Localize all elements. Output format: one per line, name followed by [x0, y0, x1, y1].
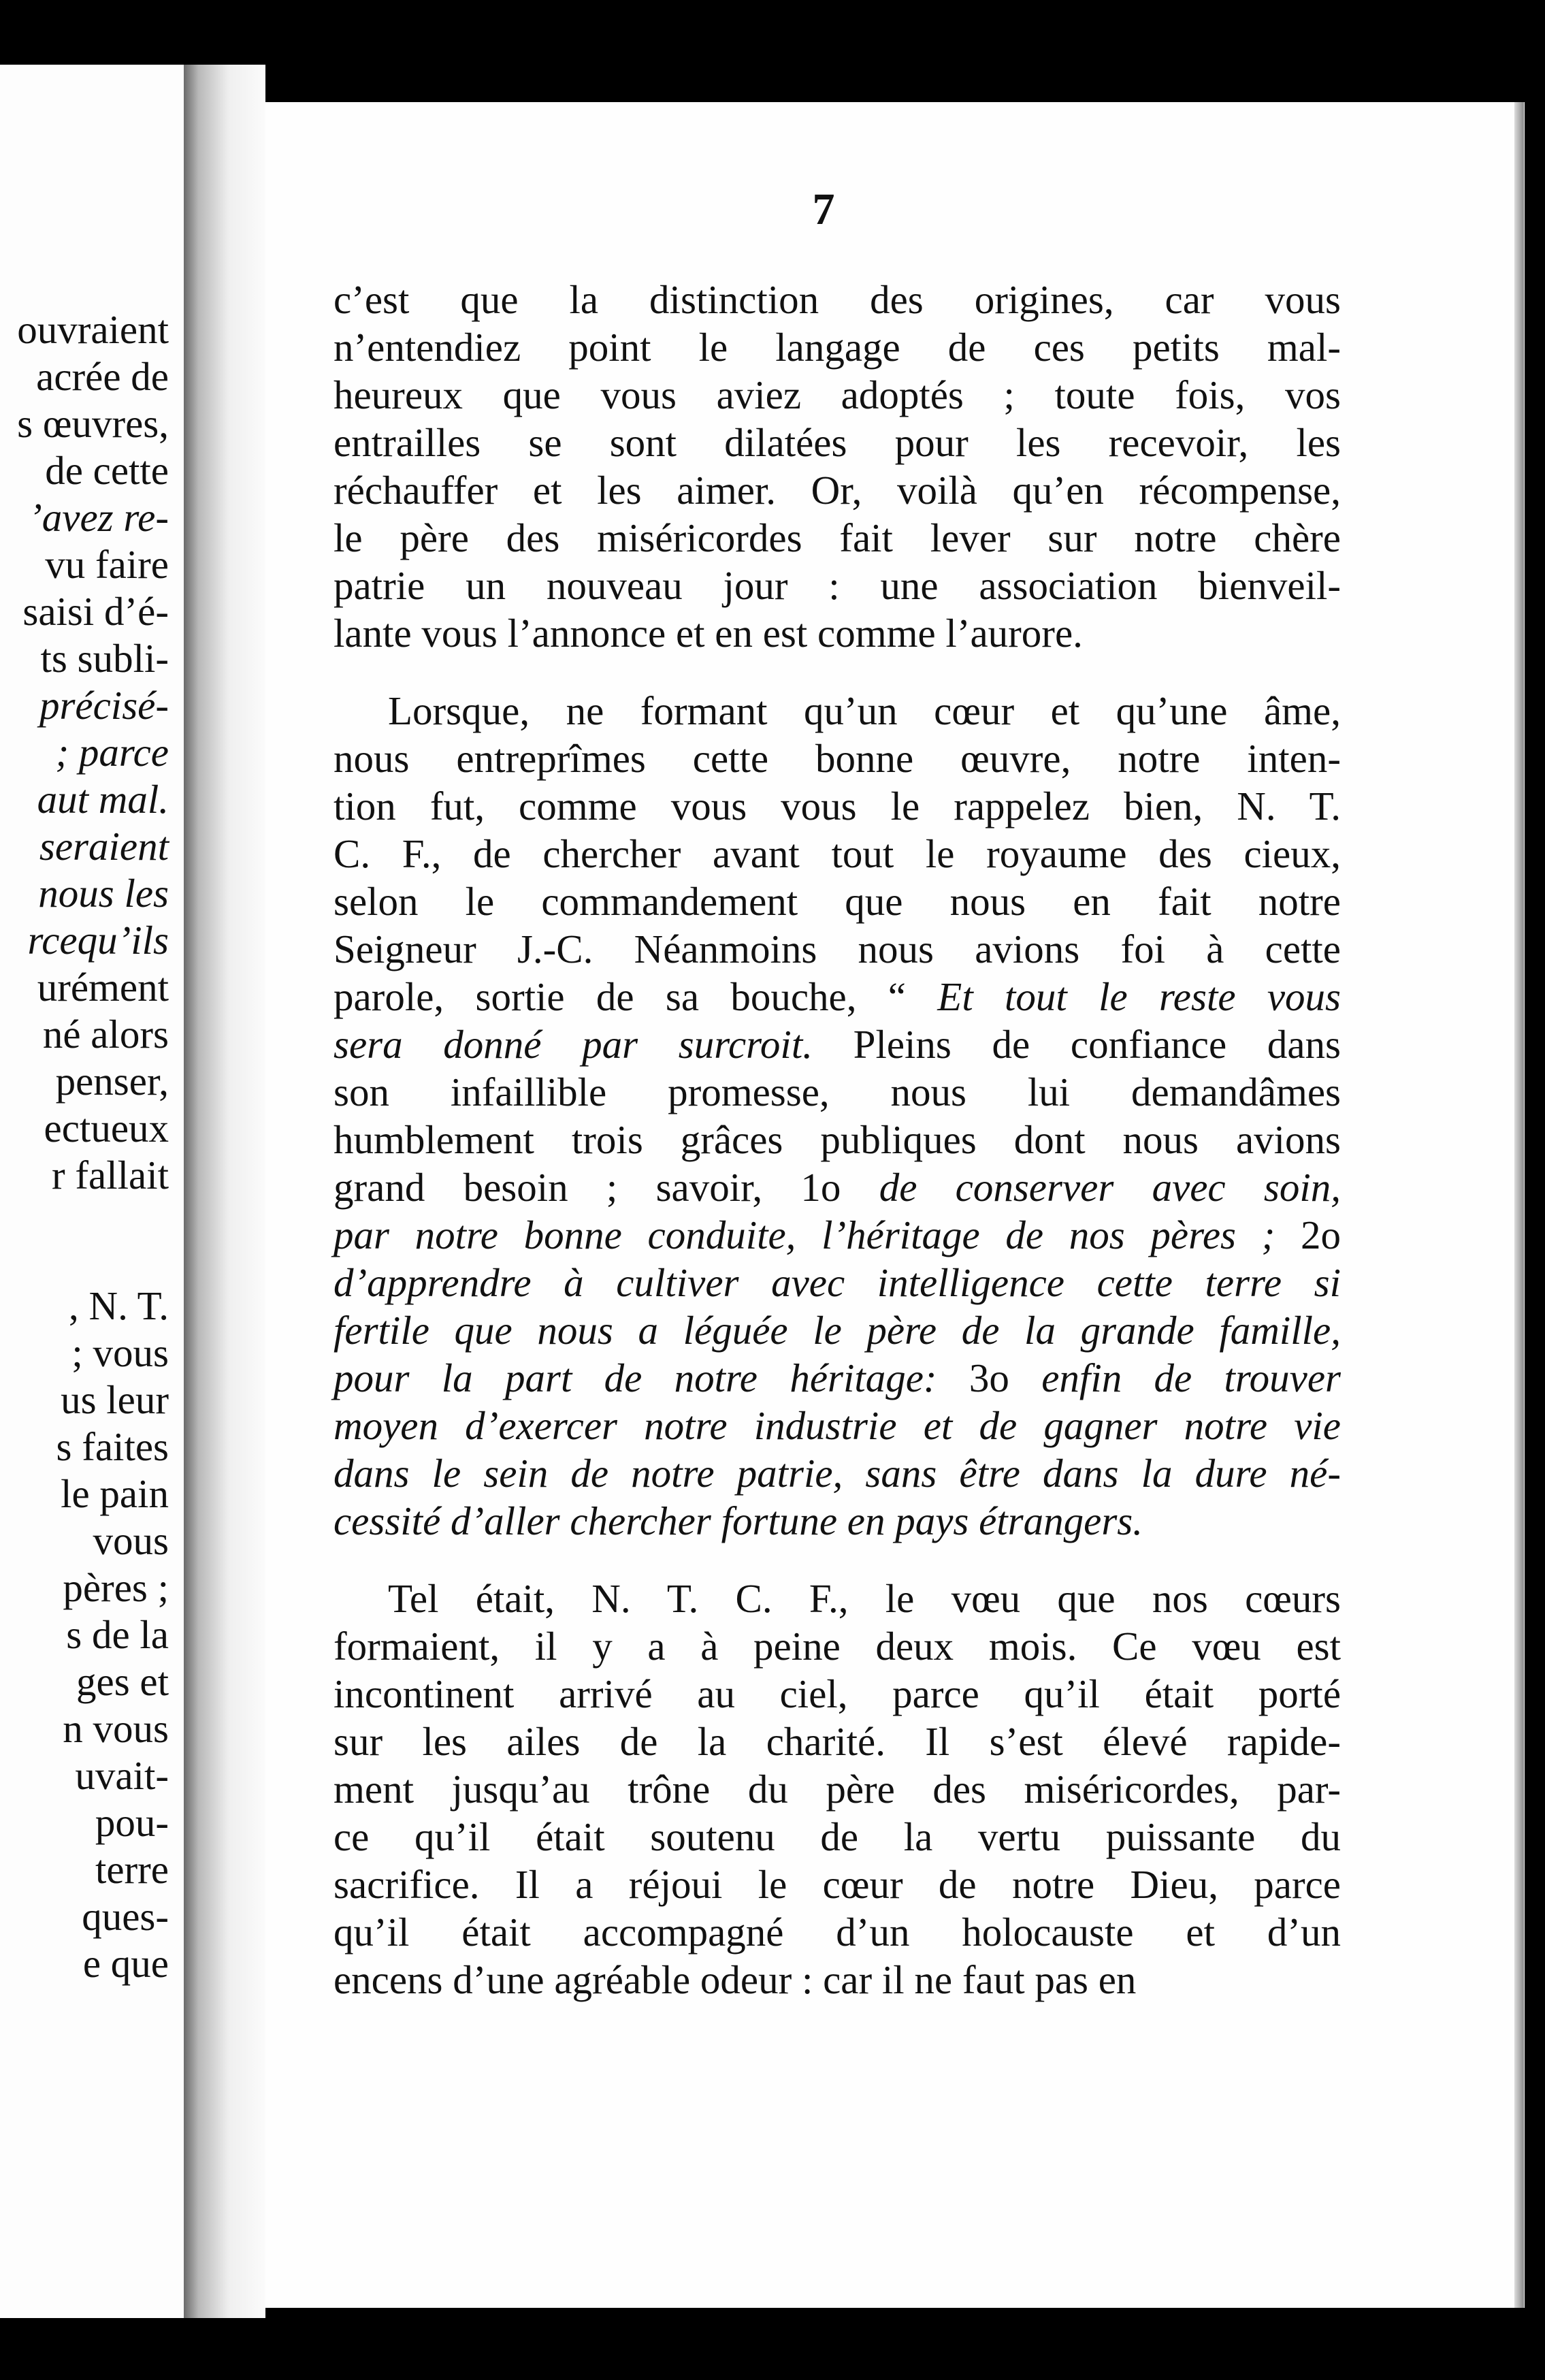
page-edge — [1514, 102, 1524, 2308]
text-run: Seigneur J.-C. Néanmoins nous avions foi à cette — [334, 927, 1341, 971]
text-run: selon le commandement que nous en fait notre — [334, 879, 1341, 924]
left-fragment-line: n vous — [63, 1706, 169, 1751]
text-line — [334, 562, 1341, 609]
text-line — [334, 1908, 1341, 1956]
text-run: sacrifice. Il a réjoui le cœur de notre Dieu, parce — [334, 1862, 1341, 1907]
text-run: sur les ailes de la charité. Il s’est élevé rapide- — [334, 1719, 1341, 1764]
text-run: parole, sortie de sa bouche, “ — [334, 974, 938, 1019]
paragraph — [334, 687, 1341, 1545]
text-line — [334, 1622, 1341, 1670]
text-line — [334, 1765, 1341, 1813]
text-line — [334, 925, 1341, 973]
left-fragment-line: ectueux — [44, 1106, 169, 1151]
paragraph — [334, 276, 1341, 657]
left-page-text — [0, 306, 169, 1987]
text-line — [334, 830, 1341, 878]
text-line — [334, 371, 1341, 419]
left-fragment-line: ques- — [82, 1894, 169, 1939]
text-line — [334, 1575, 1341, 1622]
italic-text: par notre bonne conduite, l’héritage de nos pères ; — [334, 1212, 1275, 1257]
text-run: Tel était, N. T. C. F., le vœu que nos cœurs — [388, 1576, 1341, 1621]
left-fragment-line: rcequ’ils — [27, 918, 169, 963]
text-line — [334, 1718, 1341, 1765]
left-fragment-line: seraient — [39, 824, 169, 869]
text-run: formaient, il y a à peine deux mois. Ce vœu est — [334, 1624, 1341, 1669]
text-line — [334, 609, 1341, 657]
italic-text: de conserver avec soin, — [879, 1165, 1341, 1210]
left-fragment-line: pou- — [95, 1800, 169, 1845]
left-fragment-line: penser, — [55, 1059, 169, 1104]
text-line — [334, 1068, 1341, 1116]
left-fragment-line: e que — [82, 1941, 169, 1986]
left-fragment-line: précisé- — [39, 683, 169, 728]
left-fragment-line: s œuvres, — [17, 401, 169, 446]
left-fragment-line: ts subli- — [40, 636, 169, 681]
text-line — [334, 1354, 1341, 1402]
left-fragment-line: vu faire — [45, 542, 169, 587]
text-run: entrailles se sont dilatées pour les recevoir, les — [334, 420, 1341, 465]
text-run: 2o — [1275, 1212, 1341, 1257]
text-run: son infaillible promesse, nous lui demandâmes — [334, 1070, 1341, 1114]
text-line — [334, 782, 1341, 830]
text-line — [334, 1211, 1341, 1259]
italic-text: dans le sein de notre patrie, sans être dans la dure né- — [334, 1451, 1341, 1496]
text-run: incontinent arrivé au ciel, parce qu’il était porté — [334, 1671, 1341, 1716]
text-run: nous entreprîmes cette bonne œuvre, notre inten- — [334, 736, 1341, 781]
left-fragment-line: terre — [95, 1847, 169, 1892]
italic-text: cessité d’aller chercher fortune en pays étrangers. — [334, 1498, 1143, 1543]
left-fragment-line: le pain — [61, 1471, 169, 1516]
left-fragment-line: s faites — [56, 1424, 169, 1469]
text-line — [334, 687, 1341, 735]
book-gutter — [184, 65, 265, 2318]
left-fragment-line: vous — [93, 1518, 169, 1563]
left-fragment-line: acrée de — [36, 354, 169, 399]
text-line — [334, 466, 1341, 514]
text-line — [334, 1861, 1341, 1908]
text-line — [334, 419, 1341, 466]
left-fragment-line: de cette — [45, 448, 169, 493]
left-fragment-line: ouvraient — [17, 307, 169, 352]
left-fragment-line: saisi d’é- — [22, 589, 169, 634]
text-run: Lorsque, ne formant qu’un cœur et qu’une âme, — [388, 688, 1341, 733]
italic-text: pour la part de notre héritage: — [334, 1355, 937, 1400]
text-run: ce qu’il était soutenu de la vertu puissante du — [334, 1814, 1341, 1859]
text-run: humblement trois grâces publiques dont nous avions — [334, 1117, 1341, 1162]
text-run: 3o — [937, 1355, 1042, 1400]
text-run: réchauffer et les aimer. Or, voilà qu’en récompense, — [334, 468, 1341, 513]
left-fragment-line — [0, 1199, 169, 1283]
text-run: encens d’une agréable odeur : car il ne faut pas en — [334, 1957, 1137, 2002]
left-fragment-line: , N. T. — [69, 1283, 169, 1328]
left-fragment-line: nous les — [38, 871, 169, 916]
left-fragment-line: us leur — [61, 1377, 169, 1422]
text-run: heureux que vous aviez adoptés ; toute fois, vos — [334, 372, 1341, 417]
italic-text: Et tout le reste vous — [937, 974, 1341, 1019]
page-number: 7 — [812, 184, 835, 234]
text-line — [334, 1116, 1341, 1163]
text-line — [334, 276, 1341, 323]
text-line — [334, 1956, 1341, 2004]
left-fragment-line: ges et — [76, 1659, 169, 1704]
text-line — [334, 1020, 1341, 1068]
text-run: Pleins de confiance dans — [812, 1022, 1341, 1067]
left-page — [0, 65, 184, 2318]
italic-text: fertile que nous a léguée le père de la grande famille, — [334, 1308, 1341, 1353]
text-run: tion fut, comme vous vous le rappelez bien, N. T. — [334, 784, 1341, 829]
text-line — [334, 1449, 1341, 1497]
text-run: C. F., de chercher avant tout le royaume des cieux, — [334, 831, 1341, 876]
text-line — [334, 1259, 1341, 1306]
left-fragment-line: aut mal. — [37, 777, 169, 822]
text-line — [334, 1402, 1341, 1449]
text-run: ment jusqu’au trône du père des miséricordes, par- — [334, 1767, 1341, 1812]
left-fragment-line: urément — [37, 965, 169, 1010]
italic-text: sera donné par surcroit. — [334, 1022, 813, 1067]
paragraph — [334, 1575, 1341, 2004]
left-fragment-line: uvait- — [75, 1753, 169, 1798]
italic-text: moyen d’exercer notre industrie et de gagner notre vie — [334, 1403, 1341, 1448]
left-fragment-line: ’avez re- — [29, 495, 169, 540]
left-fragment-line: r fallait — [52, 1153, 169, 1197]
text-run: le père des miséricordes fait lever sur notre chère — [334, 515, 1341, 560]
text-line — [334, 1670, 1341, 1718]
text-run: patrie un nouveau jour : une association bienveil- — [334, 563, 1341, 608]
left-fragment-line: pères ; — [63, 1565, 169, 1610]
text-run: n’entendiez point le langage de ces petits mal- — [334, 325, 1341, 370]
text-run: c’est que la distinction des origines, car vous — [334, 277, 1341, 322]
text-line — [334, 1163, 1341, 1211]
body-text — [334, 276, 1341, 2004]
italic-text: enfin de trouver — [1041, 1355, 1341, 1400]
left-fragment-line: ; vous — [71, 1330, 169, 1375]
text-run: lante vous l’annonce et en est comme l’aurore. — [334, 611, 1083, 656]
text-line — [334, 878, 1341, 925]
text-run: grand besoin ; savoir, 1o — [334, 1165, 879, 1210]
text-line — [334, 735, 1341, 782]
left-fragment-line: ; parce — [55, 730, 169, 775]
italic-text: d’apprendre à cultiver avec intelligence cette terre si — [334, 1260, 1341, 1305]
left-fragment-line: né alors — [42, 1012, 169, 1057]
text-line — [334, 514, 1341, 562]
text-run: qu’il était accompagné d’un holocauste et d’un — [334, 1910, 1341, 1955]
text-line — [334, 1497, 1341, 1545]
left-fragment-line: s de la — [66, 1612, 169, 1657]
text-line — [334, 1306, 1341, 1354]
text-line — [334, 323, 1341, 371]
text-line — [334, 973, 1341, 1020]
text-line — [334, 1813, 1341, 1861]
